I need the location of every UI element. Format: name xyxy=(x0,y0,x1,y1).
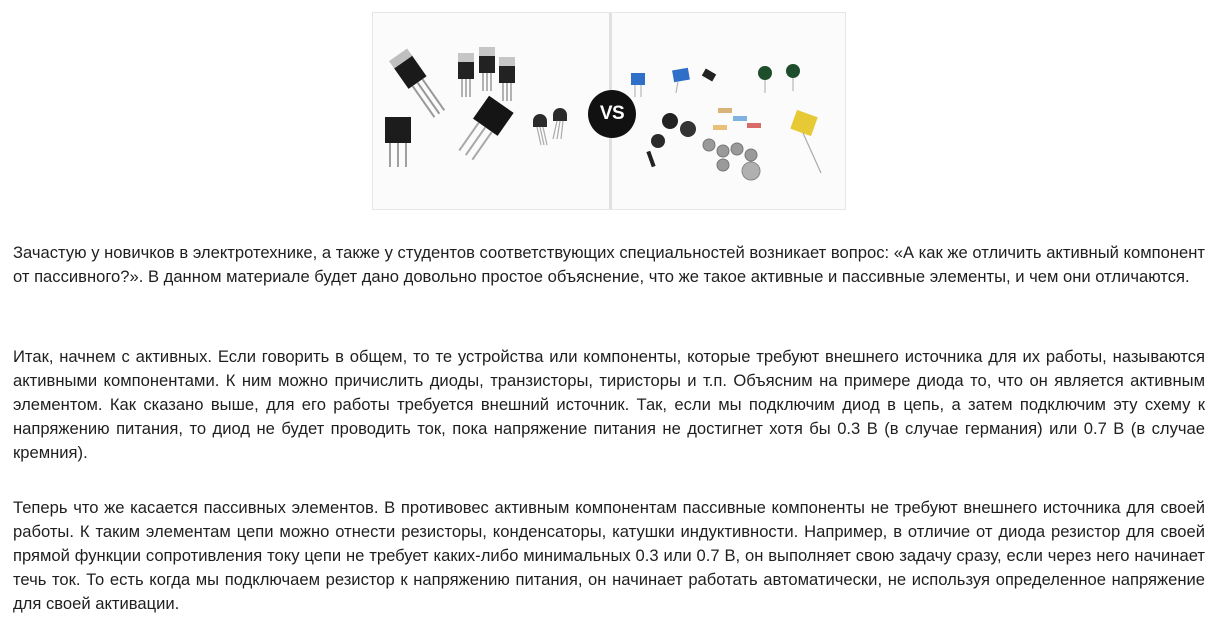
active-vs-passive-image xyxy=(372,12,846,210)
paragraph-active: Итак, начнем с активных. Если говорить в общем, то те устройства или компоненты, которые требуют внешнего источника для их работы, называются активными компонентами. К ним можно причислить диоды, транзисторы, тиристоры и т.п. Объясним на примере диода то, что он является активным элементом. Как сказано выше, для его работы требуется внешний источник. Так, если мы подключим диод в цепь, а затем подключим эту схему к напряжению питания, то диод не будет проводить ток, пока напряжение питания не достигнет хотя бы 0.3 В (в случае германия) или 0.7 В (в случае кремния). xyxy=(13,347,1205,462)
paragraph-intro: Зачастую у новичков в электротехнике, а также у студентов соответствующих специальностей возникает вопрос: «А как же отличить активный компонент от пассивного?». В данном материале будет дано довольно простое объяснение, что же такое активные и пассивные элементы, и чем они отличаются. xyxy=(13,243,1205,286)
passive-components-icon xyxy=(631,64,821,180)
paragraph-passive: Теперь что же касается пассивных элементов. В противовес активным компонентам пассивные компоненты не требуют внешнего источника для своей работы. К таким элементам цепи можно отнести резисторы, конденсаторы, катушки индуктивности. Например, в отличие от диода резистор для своей прямой функции сопротивления току цепи не требует каких-либо минимальных 0.3 или 0.7 В, он выполняет свою задачу сразу, если через него начинает течь ток. То есть когда мы подключаем резистор к напряжению питания, он начинает работать автоматически, не используя определенное напряжение для своей активации. xyxy=(13,498,1205,613)
vs-badge: VS xyxy=(588,90,636,138)
transistors-icon xyxy=(385,47,567,167)
